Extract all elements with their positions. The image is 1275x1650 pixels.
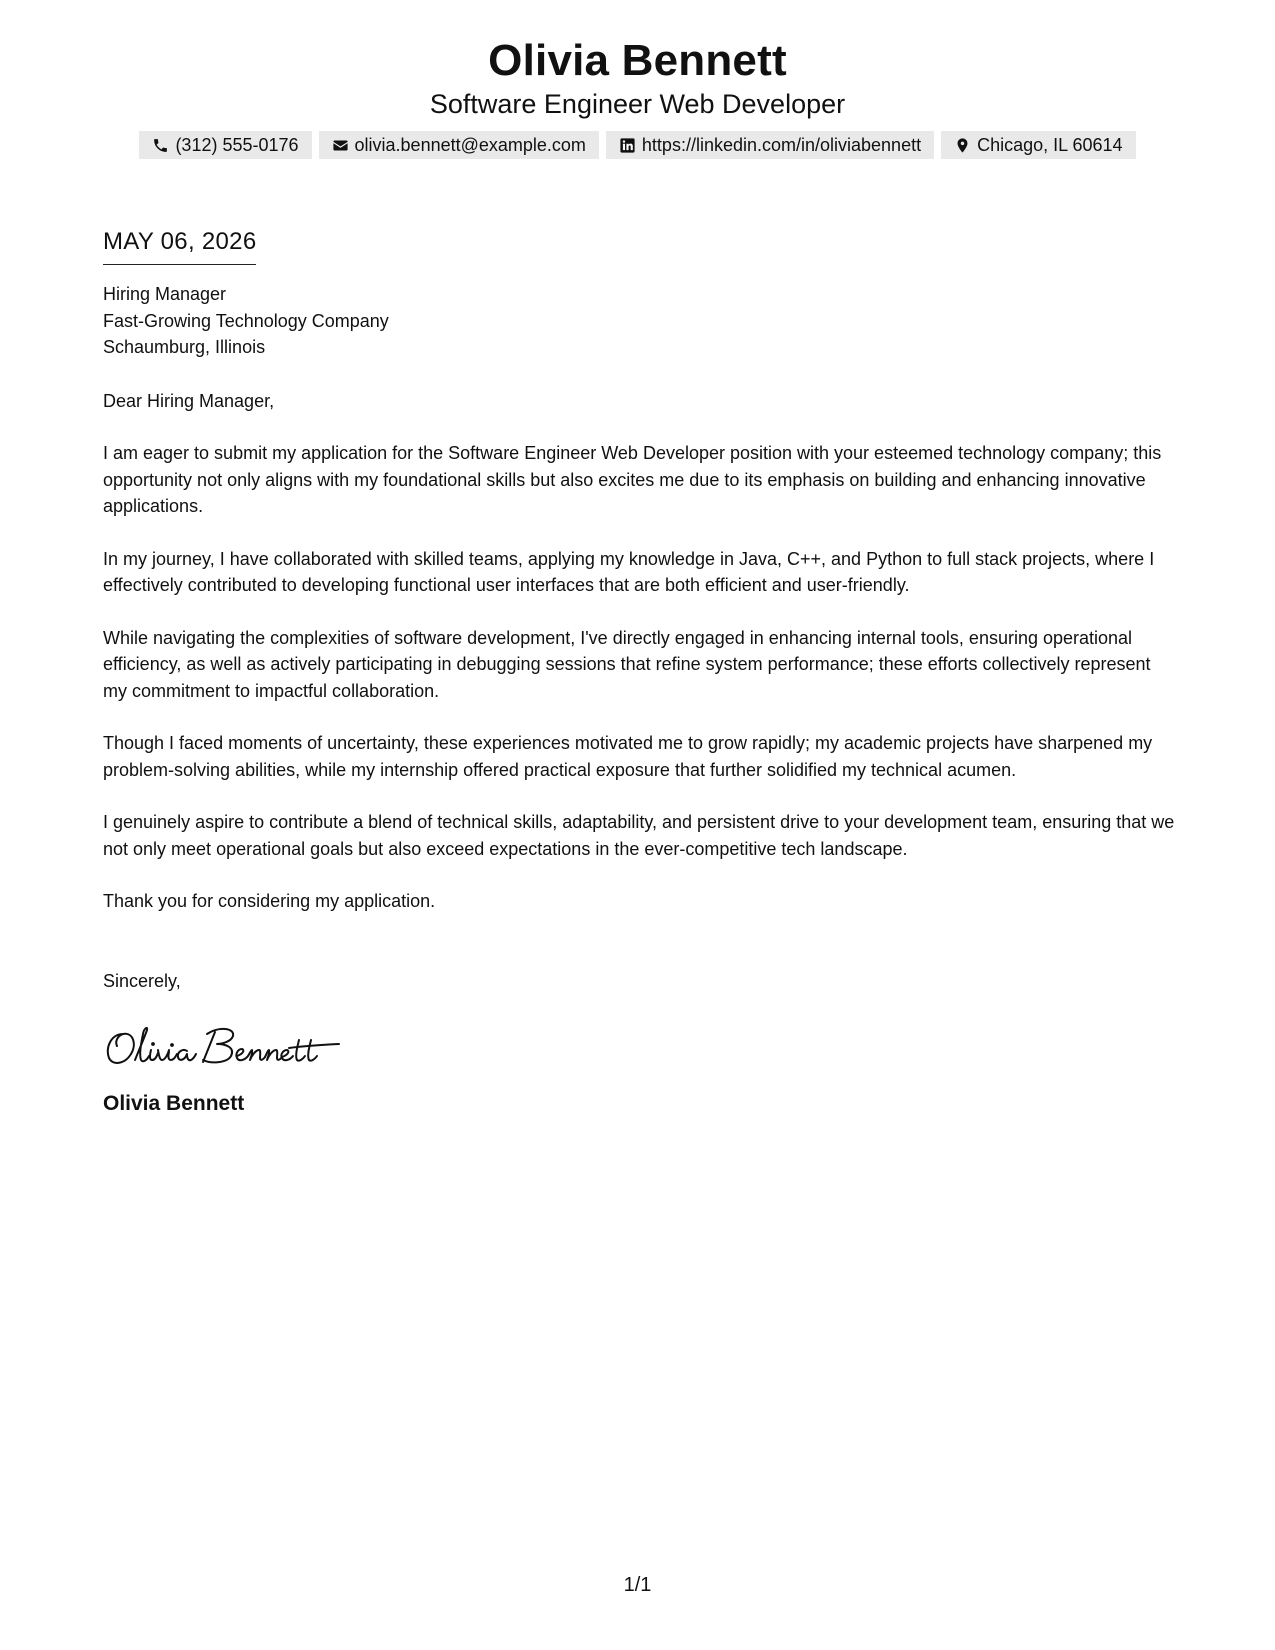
letter-content (103, 226, 1178, 1118)
body-paragraph: Though I faced moments of uncertainty, these experiences motivated me to grow rapidly; my academic projects have sharpened my problem-solving abilities, while my internship offered practical exposure that further solidified my technical acumen. (103, 733, 1153, 780)
body-paragraph: I am eager to submit my application for the Software Engineer Web Developer position with your esteemed technology company; this opportunity not only aligns with my foundational skills but also excites me due to its emphasis on building and enhancing innovative applications. (103, 443, 1162, 516)
handwritten-signature (103, 1020, 343, 1072)
contact-bar (0, 131, 1275, 159)
recipient-line: Fast-Growing Technology Company (103, 310, 389, 331)
recipient-block (103, 281, 1178, 361)
contact-linkedin-text: https://linkedin.com/in/oliviabennett (641, 135, 922, 155)
contact-location (941, 131, 1135, 159)
page-number: 1/1 (623, 1574, 652, 1596)
recipient-line: Schaumburg, Illinois (103, 337, 266, 357)
closing: Sincerely, (103, 970, 181, 991)
body-paragraph: Thank you for considering my application. (103, 891, 436, 911)
applicant-title: Software Engineer Web Developer (429, 89, 846, 119)
envelope-icon (332, 137, 349, 154)
letter-header (0, 34, 1275, 159)
contact-phone (139, 131, 311, 159)
contact-phone-text: (312) 555-0176 (175, 135, 299, 155)
phone-icon (152, 137, 169, 154)
body-paragraph: In my journey, I have collaborated with skilled teams, applying my knowledge in Java, C++, and Python to full stack projects, where I effectively contributed to developing functional user interfaces that are both efficient and user-friendly. (103, 548, 1155, 595)
signed-name: Olivia Bennett (103, 1092, 245, 1115)
contact-email-text: olivia.bennett@example.com (354, 135, 586, 155)
letter-date: MAY 06, 2026 (103, 226, 256, 265)
recipient-line: Hiring Manager (103, 284, 227, 304)
applicant-name: Olivia Bennett (488, 36, 787, 85)
contact-linkedin[interactable] (606, 131, 934, 159)
contact-location-text: Chicago, IL 60614 (977, 135, 1123, 155)
body-paragraph: While navigating the complexities of software development, I've directly engaged in enhancing internal tools, ensuring operational efficiency, as well as actively participating in debugging sessions that refine system performance; these efforts collectively represent my commitment to impactful collaboration. (103, 627, 1151, 701)
map-marker-icon (954, 137, 971, 154)
contact-email[interactable] (319, 131, 599, 159)
body-paragraph: I genuinely aspire to contribute a blend of technical skills, adaptability, and persistent drive to your development team, ensuring that we not only meet operational goals but also exceed expectations in the ever-competitive tech landscape. (103, 812, 1175, 859)
linkedin-icon (619, 137, 636, 154)
salutation: Dear Hiring Manager, (103, 390, 275, 411)
